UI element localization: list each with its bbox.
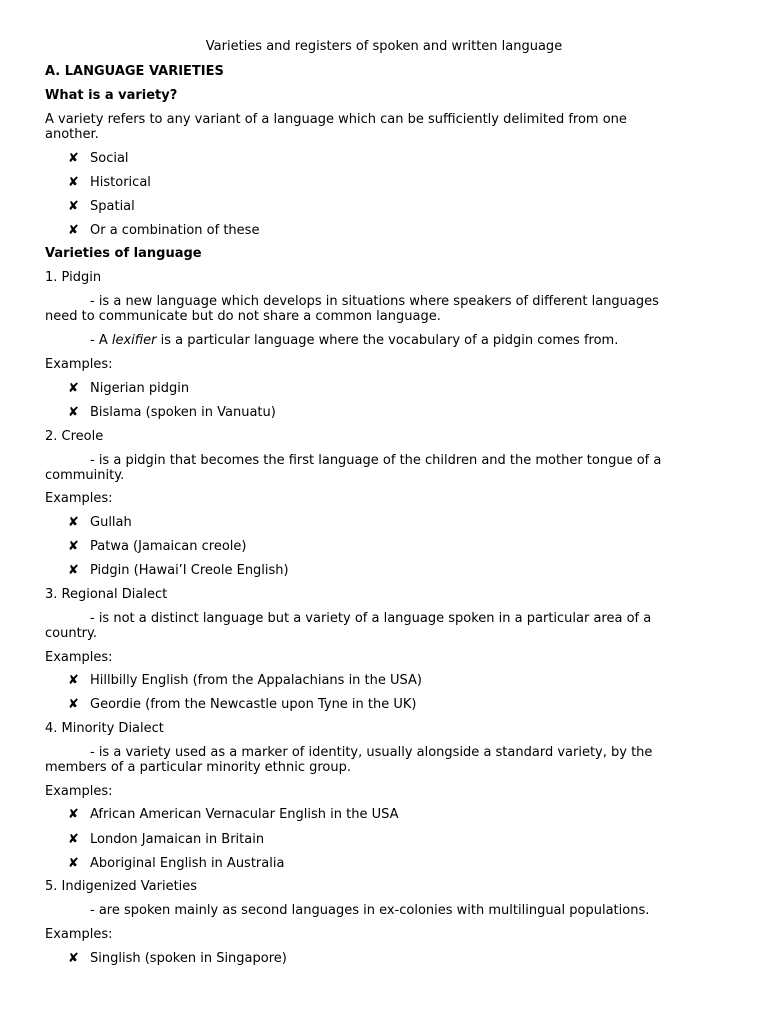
pidgin-desc-line-2: need to communicate but do not share a common language. — [45, 309, 441, 324]
list-item: ✘ Or a combination of these — [68, 223, 260, 238]
list-item: ✘ London Jamaican in Britain — [68, 832, 265, 847]
lexifier-line: - A lexifier is a particular language where the vocabulary of a pidgin comes from. — [90, 333, 619, 348]
regional-desc-line-1: - is not a distinct language but a variety of a language spoken in a particular area of a — [90, 611, 652, 626]
list-item: ✘ Social — [68, 151, 129, 166]
creole-desc-line-1: - is a pidgin that becomes the first language of the children and the mother tongue of a — [90, 453, 662, 468]
x-mark-icon: ✘ — [68, 539, 79, 554]
x-mark-icon: ✘ — [68, 856, 79, 871]
x-mark-icon: ✘ — [68, 807, 79, 822]
list-item: ✘ Hillbilly English (from the Appalachians in the USA) — [68, 673, 422, 688]
x-mark-icon: ✘ — [68, 199, 79, 214]
minority-heading: 4. Minority Dialect — [45, 721, 164, 736]
x-mark-icon: ✘ — [68, 832, 79, 847]
creole-desc-line-2: commuinity. — [45, 468, 125, 483]
list-item: ✘ Geordie (from the Newcastle upon Tyne in the UK) — [68, 697, 417, 712]
document-title: Varieties and registers of spoken and written language — [205, 39, 563, 54]
list-item: ✘ Historical — [68, 175, 151, 190]
examples-label: Examples: — [45, 650, 113, 665]
x-mark-icon: ✘ — [68, 563, 79, 578]
examples-label: Examples: — [45, 784, 113, 799]
x-mark-icon: ✘ — [68, 697, 79, 712]
list-item: ✘ Pidgin (Hawai’I Creole English) — [68, 563, 289, 578]
x-mark-icon: ✘ — [68, 175, 79, 190]
list-item: ✘ Nigerian pidgin — [68, 381, 190, 396]
examples-label: Examples: — [45, 357, 113, 372]
x-mark-icon: ✘ — [68, 381, 79, 396]
list-item: ✘ Patwa (Jamaican creole) — [68, 539, 247, 554]
definition-line-2: another. — [45, 127, 99, 142]
subheading-what-is-variety: What is a variety? — [45, 88, 178, 103]
regional-desc-line-2: country. — [45, 626, 97, 641]
section-heading: A. LANGUAGE VARIETIES — [45, 64, 224, 79]
list-item: ✘ Bislama (spoken in Vanuatu) — [68, 405, 276, 420]
subheading-varieties: Varieties of language — [45, 246, 202, 261]
regional-heading: 3. Regional Dialect — [45, 587, 168, 602]
x-mark-icon: ✘ — [68, 515, 79, 530]
x-mark-icon: ✘ — [68, 951, 79, 966]
list-item: ✘ Gullah — [68, 515, 132, 530]
indigenized-heading: 5. Indigenized Varieties — [45, 879, 198, 894]
indigenized-desc-line-1: - are spoken mainly as second languages in ex-colonies with multilingual populations. — [90, 903, 650, 918]
x-mark-icon: ✘ — [68, 223, 79, 238]
pidgin-heading: 1. Pidgin — [45, 270, 102, 285]
x-mark-icon: ✘ — [68, 673, 79, 688]
x-mark-icon: ✘ — [68, 405, 79, 420]
creole-heading: 2. Creole — [45, 429, 104, 444]
list-item: ✘ African American Vernacular English in the USA — [68, 807, 399, 822]
list-item: ✘ Spatial — [68, 199, 135, 214]
minority-desc-line-1: - is a variety used as a marker of identity, usually alongside a standard variety, by the — [90, 745, 653, 760]
list-item: ✘ Singlish (spoken in Singapore) — [68, 951, 287, 966]
examples-label: Examples: — [45, 927, 113, 942]
examples-label: Examples: — [45, 491, 113, 506]
definition-line-1: A variety refers to any variant of a language which can be sufficiently delimited from one — [45, 112, 627, 127]
x-mark-icon: ✘ — [68, 151, 79, 166]
list-item: ✘ Aboriginal English in Australia — [68, 856, 285, 871]
pidgin-desc-line-1: - is a new language which develops in situations where speakers of different languages — [90, 294, 659, 309]
lexifier-term: lexifier — [111, 333, 157, 348]
minority-desc-line-2: members of a particular minority ethnic group. — [45, 760, 352, 775]
